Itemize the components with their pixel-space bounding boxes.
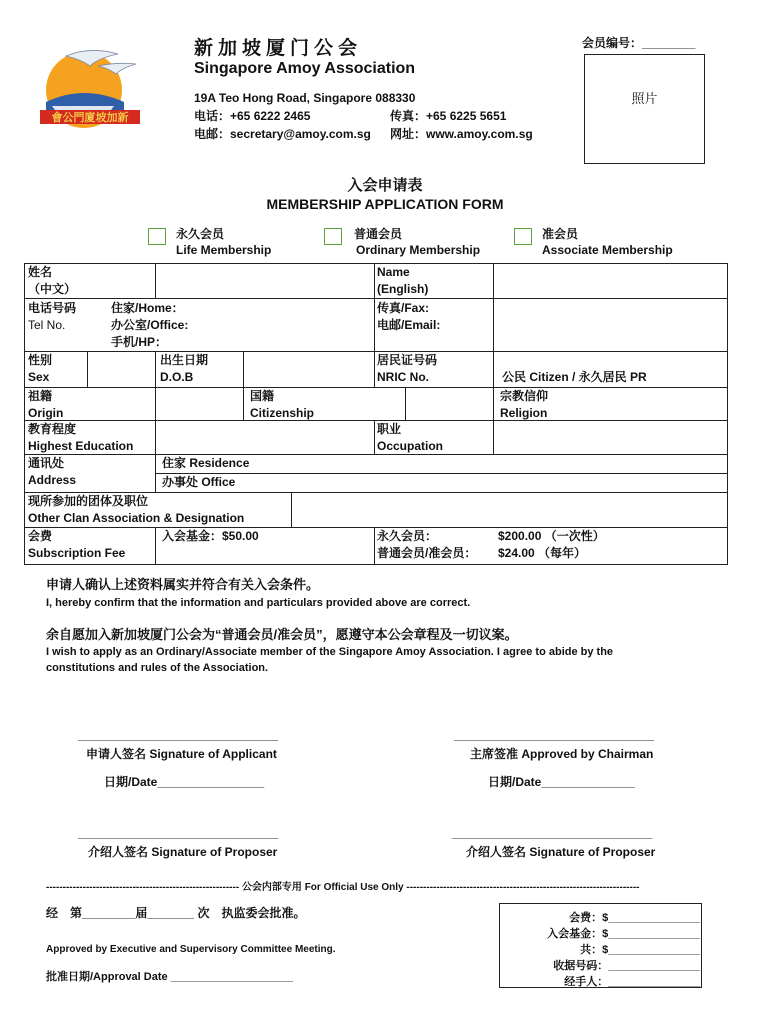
meeting-approval-cn[interactable]: 经 第________届_______ 次 执监委会批准。 [46, 906, 306, 920]
sex-input[interactable] [88, 352, 155, 387]
official-use-divider: ---------------------------------------------------------- 公会内部专用 For Official Use Only ---------------------------------------------------------------------- [46, 882, 640, 893]
name-cn-input[interactable] [156, 264, 374, 298]
apply-en-1: I wish to apply as an Ordinary/Associate member of the Singapore Amoy Association. I agree to abide by the [46, 646, 614, 658]
ordinary-checkbox[interactable] [324, 228, 342, 245]
name-en-input[interactable] [494, 264, 726, 298]
residence-field[interactable]: 住家 Residence [162, 456, 250, 470]
education-input[interactable] [156, 421, 374, 454]
official-receipt[interactable]: 收据号码：_______________ [553, 960, 700, 972]
occupation-input[interactable] [494, 421, 726, 454]
life-checkbox[interactable] [148, 228, 166, 245]
religion-label: 宗教信仰 Religion [500, 389, 549, 420]
chairman-signature-label: 主席签准 Approved by Chairman [470, 747, 654, 761]
association-logo [38, 44, 142, 132]
official-entrance[interactable]: 入会基金：$_______________ [547, 928, 700, 940]
tel: 电话：+65 6222 2465 [194, 109, 311, 123]
name-cn-label: 姓名 （中文） [28, 265, 77, 296]
email: 电邮：secretary@amoy.com.sg [194, 127, 371, 141]
dob-input[interactable] [244, 352, 374, 387]
proposer-right-signature-label: 介绍人签名 Signature of Proposer [466, 845, 656, 859]
fax: 传真：+65 6225 5651 [390, 109, 507, 123]
logo-text: 會公門廈坡加新 [51, 111, 129, 124]
fax-email-labels: 传真/Fax: 电邮/Email: [377, 301, 441, 332]
apply-en-2: constitutions and rules of the Association. [46, 662, 269, 674]
citizenship-label: 国籍 Citizenship [250, 389, 315, 420]
apply-cn: 余自愿加入新加坡厦门公会为“普通会员/准会员”，愿遵守本公会章程及一切议案。 [46, 627, 518, 642]
tel-label: 电话号码 Tel No. [28, 301, 77, 332]
citizen-option[interactable]: 公民 Citizen / 永久居民 PR [502, 370, 647, 384]
origin-label: 祖籍 Origin [28, 389, 64, 420]
origin-input[interactable] [156, 388, 243, 420]
org-name-en: Singapore Amoy Association [194, 60, 416, 77]
official-fee-box [499, 903, 702, 988]
member-number-field[interactable]: 会员编号：________ [582, 36, 696, 50]
form-title-en: MEMBERSHIP APPLICATION FORM [266, 196, 504, 212]
education-label: 教育程度 Highest Education [28, 422, 134, 453]
photo-box[interactable]: 照片 [584, 54, 705, 164]
website: 网址：www.amoy.com.sg [390, 127, 533, 141]
associate-checkbox[interactable] [514, 228, 532, 245]
name-en-label: Name (English) [377, 265, 429, 296]
form-title-cn: 入会申请表 [347, 177, 423, 194]
chairman-date-field[interactable]: 日期/Date______________ [488, 775, 635, 789]
fee-label: 会费 Subscription Fee [28, 529, 126, 560]
proposer-left-signature-line[interactable]: ______________________________ [78, 826, 279, 840]
confirm-en: I, hereby confirm that the information and particulars provided above are correct. [46, 597, 471, 609]
approval-date-field[interactable]: 批准日期/Approval Date ____________________ [46, 971, 294, 983]
office-address-field[interactable]: 办事处 Office [162, 475, 236, 489]
clan-label: 现所参加的团体及职位 Other Clan Association & Designation [28, 494, 245, 525]
fee-labels: 永久会员： 普通会员/准会员： [377, 529, 477, 560]
address-label: 通讯处 Address [28, 456, 77, 487]
clan-input[interactable] [292, 493, 726, 527]
official-fee[interactable]: 会费：$_______________ [569, 912, 700, 924]
official-total[interactable]: 共：$_______________ [580, 944, 700, 956]
contact-block [194, 89, 533, 143]
citizenship-input[interactable] [406, 388, 493, 420]
confirm-cn: 申请人确认上述资料属实并符合有关入会条件。 [46, 577, 320, 592]
fax-email-input[interactable] [494, 299, 726, 351]
application-table [24, 263, 728, 565]
official-handler[interactable]: 经手人：_______________ [564, 976, 700, 988]
meeting-approval-en: Approved by Executive and Supervisory Committee Meeting. [46, 944, 336, 955]
dob-label: 出生日期 D.O.B [160, 353, 209, 384]
applicant-signature-line[interactable]: ______________________________ [78, 728, 279, 742]
entrance-fee: 入会基金：$50.00 [162, 529, 259, 543]
org-name-cn: 新加坡厦门公会 [194, 38, 363, 59]
fee-values: $200.00 （一次性） $24.00 （每年） [498, 529, 605, 560]
applicant-signature-label: 申请人签名 Signature of Applicant [86, 747, 277, 761]
nric-label: 居民证号码 NRIC No. [377, 353, 438, 384]
chairman-signature-line[interactable]: ______________________________ [454, 728, 655, 742]
sex-label: 性别 Sex [28, 353, 53, 384]
applicant-date-field[interactable]: 日期/Date________________ [104, 775, 265, 789]
address: 19A Teo Hong Road, Singapore 088330 [194, 91, 416, 105]
phone-fields[interactable]: 住家/Home： 办公室/Office: 手机/HP： [111, 301, 189, 349]
occupation-label: 职业 Occupation [377, 422, 444, 453]
proposer-right-signature-line[interactable]: ______________________________ [452, 826, 653, 840]
proposer-left-signature-label: 介绍人签名 Signature of Proposer [88, 845, 278, 859]
